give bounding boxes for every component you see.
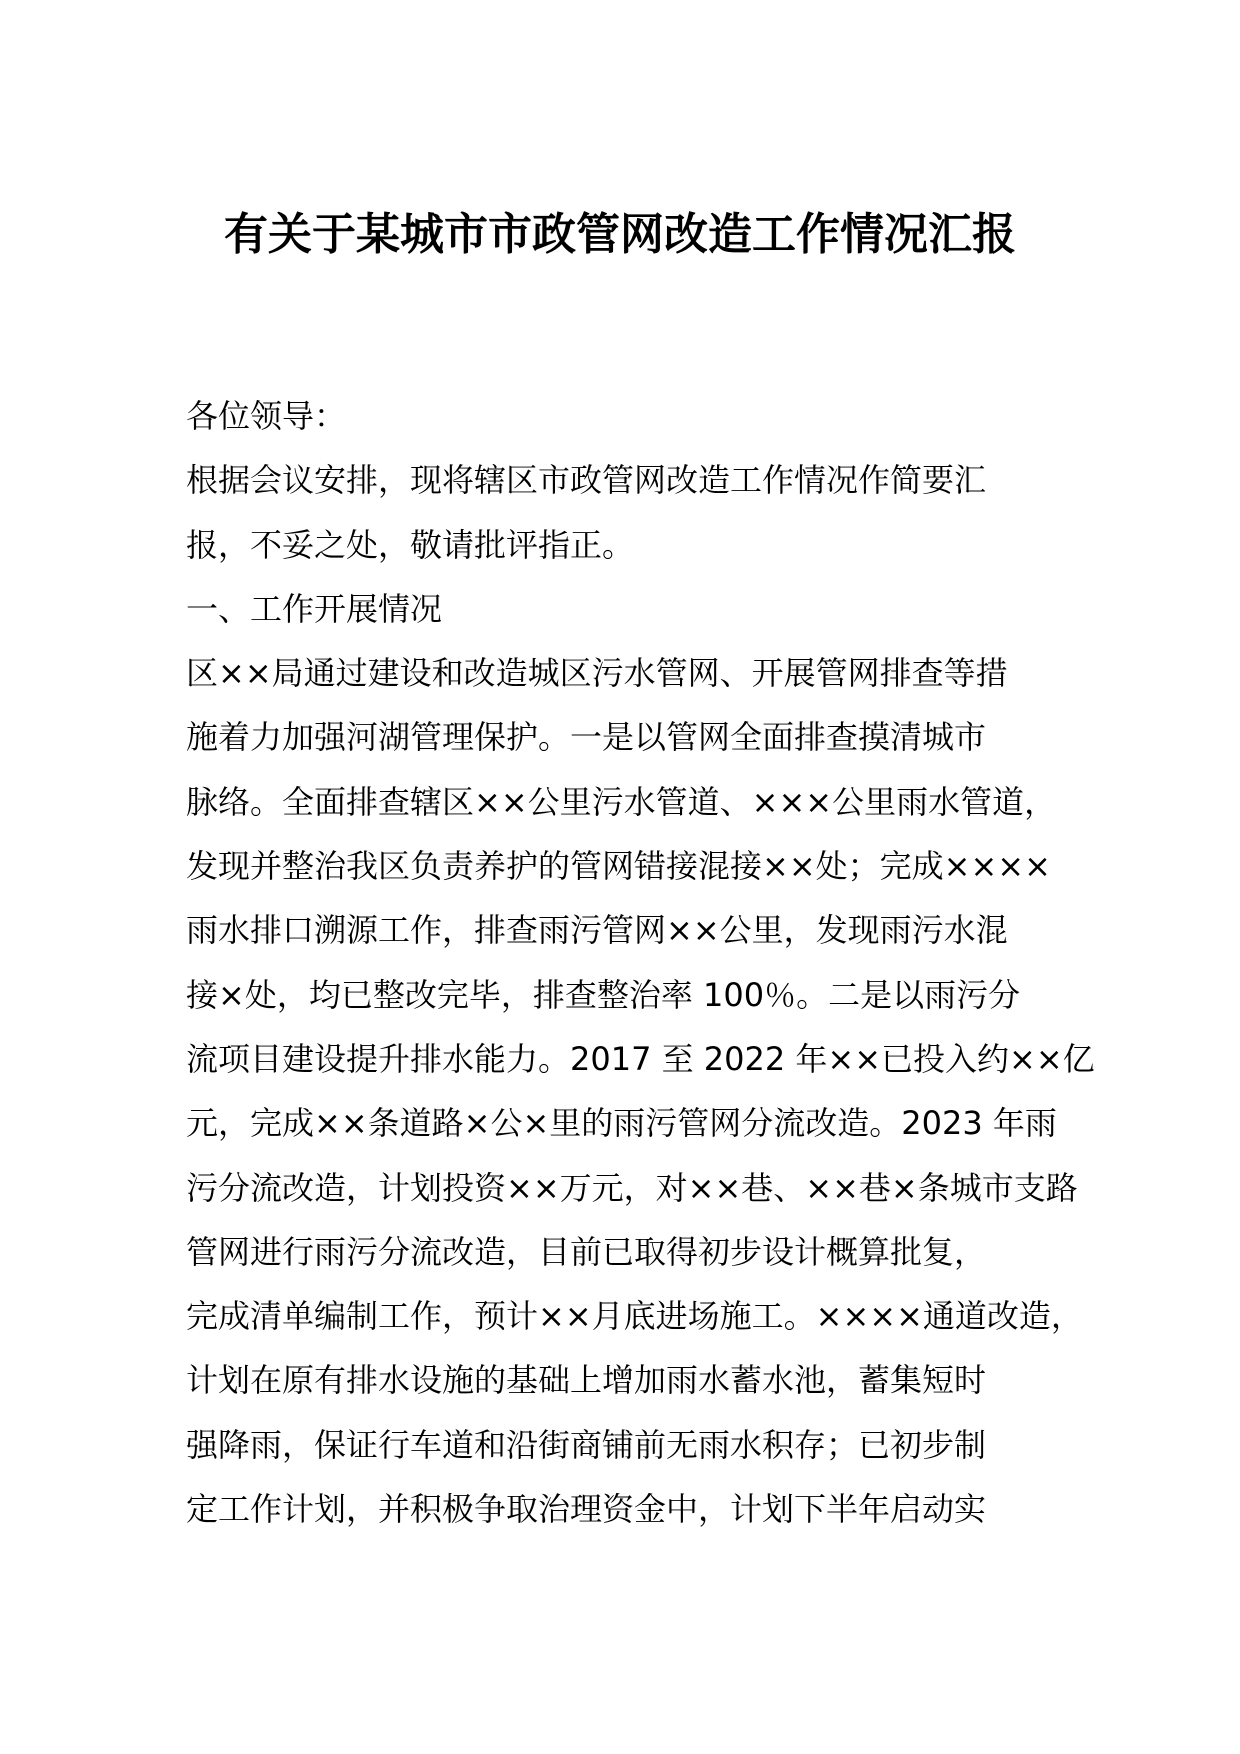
paragraph-line: 污分流改造，计划投资××万元，对××巷、××巷×条城市支路 xyxy=(186,1168,1078,1207)
salutation-line: 各位领导： xyxy=(186,397,347,435)
paragraph-line: 施着力加强河湖管理保护。一是以管网全面排查摸清城市 xyxy=(186,718,987,757)
section-heading: 一、工作开展情况 xyxy=(186,589,443,628)
paragraph-line: 雨水排口溯源工作，排查雨污管网××公里，发现雨污水混 xyxy=(186,911,1008,950)
paragraph-line: 定工作计划，并积极争取治理资金中，计划下半年启动实 xyxy=(186,1490,987,1529)
paragraph-line: 管网进行雨污分流改造，目前已取得初步设计概算批复， xyxy=(186,1232,987,1271)
paragraph-line: 报，不妥之处，敬请批评指正。 xyxy=(186,525,635,564)
document-title: 有关于某城市市政管网改造工作情况汇报 xyxy=(224,209,1016,260)
paragraph-line: 根据会议安排，现将辖区市政管网改造工作情况作简要汇 xyxy=(186,461,987,500)
paragraph-line: 完成清单编制工作，预计××月底进场施工。××××通道改造， xyxy=(186,1297,1083,1336)
paragraph-line: 接×处，均已整改完毕，排查整治率 100％。二是以雨污分 xyxy=(186,975,1021,1014)
paragraph-line: 强降雨，保证行车道和沿街商铺前无雨水积存；已初步制 xyxy=(186,1425,987,1464)
paragraph-line: 发现并整治我区负责养护的管网错接混接××处；完成×××× xyxy=(186,847,1051,886)
paragraph-line: 元，完成××条道路×公×里的雨污管网分流改造。2023 年雨 xyxy=(186,1104,1057,1143)
document-body xyxy=(186,384,1106,1541)
paragraph-line: 脉络。全面排查辖区××公里污水管道、×××公里雨水管道， xyxy=(186,782,1057,821)
paragraph-line: 区××局通过建设和改造城区污水管网、开展管网排查等措 xyxy=(186,654,1008,693)
paragraph-line: 流项目建设提升排水能力。2017 至 2022 年××已投入约××亿 xyxy=(186,1039,1095,1078)
paragraph-line: 计划在原有排水设施的基础上增加雨水蓄水池，蓄集短时 xyxy=(186,1361,987,1400)
